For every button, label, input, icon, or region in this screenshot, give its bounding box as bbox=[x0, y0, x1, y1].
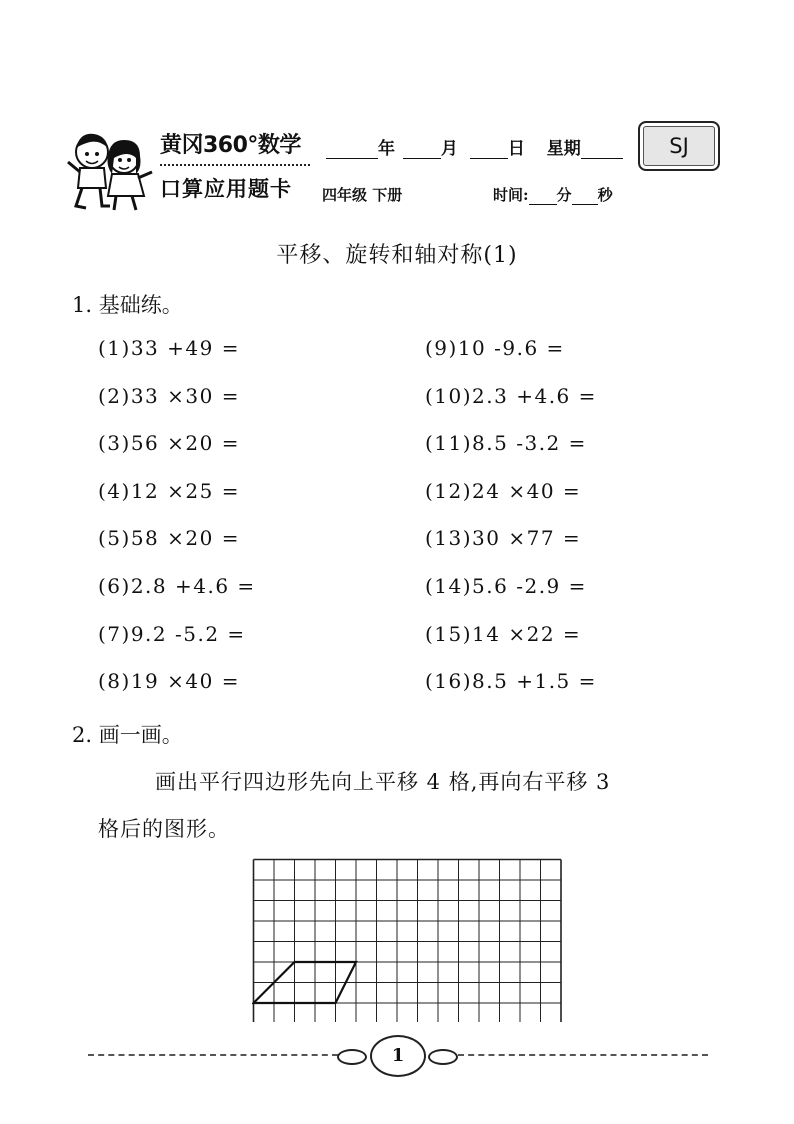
second-blank[interactable] bbox=[572, 190, 598, 205]
month-label: 月 bbox=[440, 139, 458, 159]
instruction-line-2: 格后的图形。 bbox=[98, 817, 230, 841]
problem-item: (5)58 ×20 = bbox=[98, 526, 240, 551]
problems-left-column bbox=[98, 336, 256, 717]
time-line bbox=[493, 184, 613, 205]
problem-item: (15)14 ×22 = bbox=[425, 621, 582, 646]
version-badge: SJ bbox=[638, 121, 720, 171]
footer-divider-right bbox=[458, 1054, 708, 1056]
page-number: 1 bbox=[370, 1035, 426, 1077]
problem-item: (1)33 +49 = bbox=[98, 336, 240, 360]
weekday-blank[interactable] bbox=[581, 140, 623, 159]
problem-item: (16)8.5 +1.5 = bbox=[425, 669, 597, 694]
brand-subtitle: 口算应用题卡 bbox=[160, 177, 292, 201]
grade-label: 四年级 下册 bbox=[322, 186, 403, 204]
day-label: 日 bbox=[507, 139, 525, 159]
drawing-grid[interactable] bbox=[252, 858, 572, 1022]
section2-title: 2. 画一画。 bbox=[72, 723, 183, 747]
section1-title: 1. 基础练。 bbox=[72, 293, 183, 317]
problem-item: (10)2.3 +4.6 = bbox=[425, 383, 597, 408]
instruction-line-1: 画出平行四边形先向上平移 4 格,再向右平移 3 bbox=[155, 770, 611, 794]
problem-item: (4)12 ×25 = bbox=[98, 478, 240, 503]
problem-item: (13)30 ×77 = bbox=[425, 526, 582, 551]
brand-divider bbox=[160, 164, 310, 166]
problem-item: (9)10 -9.6 = bbox=[425, 336, 565, 360]
year-blank[interactable] bbox=[326, 140, 378, 159]
time-label: 时间: bbox=[493, 186, 529, 204]
month-blank[interactable] bbox=[403, 140, 441, 159]
minute-label: 分 bbox=[556, 186, 572, 204]
problem-item: (7)9.2 -5.2 = bbox=[98, 621, 246, 646]
problem-item: (14)5.6 -2.9 = bbox=[425, 573, 587, 598]
problem-item: (3)56 ×20 = bbox=[98, 431, 240, 456]
footer-ornament-right bbox=[428, 1049, 458, 1065]
problem-item: (6)2.8 +4.6 = bbox=[98, 573, 256, 598]
footer-ornament-left bbox=[337, 1049, 367, 1065]
problem-item: (8)19 ×40 = bbox=[98, 669, 240, 694]
problem-item: (2)33 ×30 = bbox=[98, 383, 240, 408]
brand-title: 黄冈360°数学 bbox=[160, 133, 301, 158]
day-blank[interactable] bbox=[470, 140, 508, 159]
second-label: 秒 bbox=[597, 186, 613, 204]
minute-blank[interactable] bbox=[529, 190, 557, 205]
date-line bbox=[326, 134, 623, 159]
problem-item: (12)24 ×40 = bbox=[425, 478, 582, 503]
weekday-label: 星期 bbox=[546, 139, 581, 159]
problems-right-column bbox=[425, 336, 597, 717]
page-title: 平移、旋转和轴对称(1) bbox=[276, 243, 518, 268]
year-label: 年 bbox=[378, 139, 395, 159]
footer-divider-left bbox=[88, 1054, 338, 1056]
cartoon-kids-logo bbox=[62, 122, 158, 218]
problem-item: (11)8.5 -3.2 = bbox=[425, 431, 587, 456]
